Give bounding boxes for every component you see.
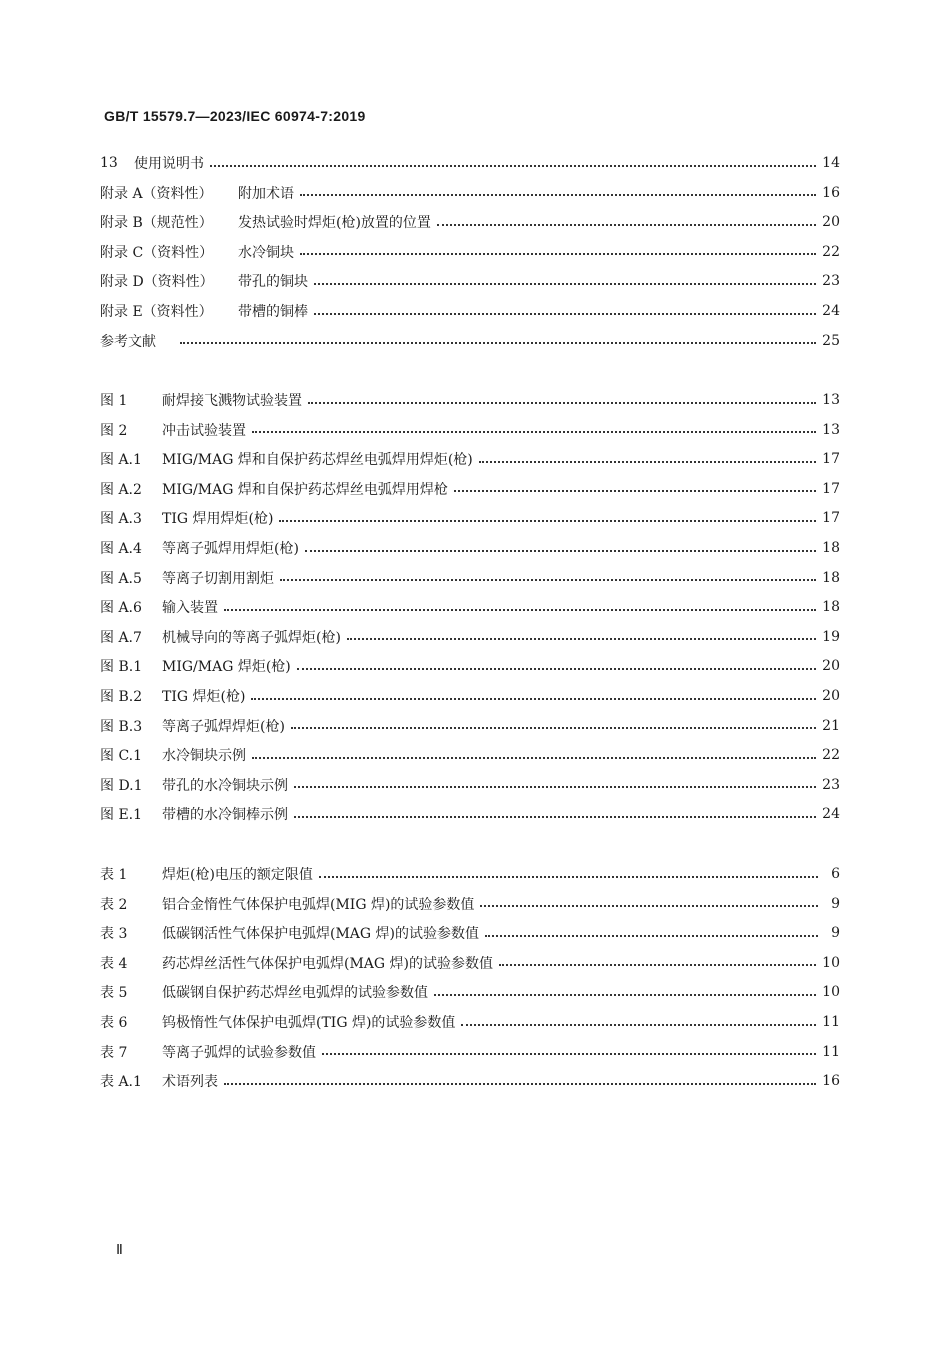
entry-title: MIG/MAG 焊和自保护药芯焊丝电弧焊用焊枪 [162, 481, 448, 498]
entry-page: 20 [822, 658, 840, 675]
dot-leader [252, 756, 816, 759]
figures-entry[interactable] [100, 389, 840, 411]
dot-leader [224, 1082, 816, 1085]
entry-page: 16 [822, 1073, 840, 1090]
entry-title: 钨极惰性气体保护电弧焊(TIG 焊)的试验参数值 [162, 1015, 456, 1031]
entry-label: 表 6 [100, 1015, 128, 1031]
dot-leader [305, 549, 816, 552]
entry-title: 低碳钢活性气体保护电弧焊(MAG 焊)的试验参数值 [162, 926, 480, 943]
tables-entry[interactable] [100, 1070, 840, 1092]
dot-leader [319, 875, 818, 878]
entry-label: 13 [100, 155, 118, 171]
figures-entry[interactable] [100, 507, 840, 529]
entry-title: 等离子弧焊的试验参数值 [162, 1044, 316, 1061]
entry-label: 图 B.3 [100, 718, 143, 735]
entry-label: 表 2 [100, 896, 128, 913]
dot-leader [314, 312, 816, 315]
entry-page: 13 [822, 421, 840, 438]
dot-leader [437, 223, 816, 226]
entry-page: 14 [822, 155, 840, 171]
dot-leader [454, 489, 816, 492]
entry-title: MIG/MAG 焊和自保护药芯焊丝电弧焊用焊炬(枪) [162, 452, 473, 469]
entry-page: 24 [822, 303, 840, 319]
entry-page: 20 [822, 214, 840, 231]
entry-page: 22 [822, 243, 840, 260]
tables-entry[interactable] [100, 922, 840, 944]
figures-entry[interactable] [100, 567, 840, 589]
group1-entry[interactable] [100, 330, 840, 352]
dot-leader [479, 460, 816, 463]
entry-label: 表 7 [100, 1044, 128, 1061]
tables-entry[interactable] [100, 952, 840, 974]
entry-page: 6 [831, 866, 840, 882]
entry-page: 21 [822, 717, 840, 734]
entry-title: MIG/MAG 焊炬(枪) [162, 659, 291, 676]
entry-title: 机械导向的等离子弧焊炬(枪) [162, 629, 341, 646]
entry-title: TIG 焊炬(枪) [162, 689, 246, 705]
dot-leader [322, 1052, 816, 1055]
entry-title: 带槽的水冷铜棒示例 [162, 807, 288, 824]
tables-entry[interactable] [100, 1011, 840, 1033]
entry-title: 输入装置 [162, 600, 218, 617]
entry-label: 附录 E（资料性） [100, 304, 213, 320]
tables-entry[interactable] [100, 1041, 840, 1063]
entry-label: 图 D.1 [100, 777, 143, 794]
entry-label: 附录 D（资料性） [100, 274, 214, 291]
entry-page: 23 [822, 273, 840, 290]
figures-entry[interactable] [100, 448, 840, 470]
dot-leader [499, 963, 816, 966]
dot-leader [294, 785, 816, 788]
entry-label: 图 A.4 [100, 541, 142, 557]
entry-page: 18 [822, 599, 840, 616]
entry-page: 18 [822, 540, 840, 556]
entry-title: 发热试验时焊炬(枪)放置的位置 [238, 215, 431, 232]
dot-leader [180, 341, 816, 344]
entry-label: 图 2 [100, 422, 128, 439]
entry-page: 18 [822, 569, 840, 586]
entry-page: 23 [822, 776, 840, 793]
entry-label: 图 A.5 [100, 570, 142, 587]
entry-page: 10 [822, 984, 840, 1001]
entry-title: 等离子弧焊焊炬(枪) [162, 718, 285, 735]
dot-leader [461, 1023, 816, 1026]
group1-entry[interactable] [100, 270, 840, 292]
dot-leader [480, 904, 818, 907]
dot-leader [279, 519, 816, 522]
entry-page: 24 [822, 806, 840, 823]
entry-label: 图 1 [100, 393, 128, 409]
figures-entry[interactable] [100, 478, 840, 500]
entry-title: 药芯焊丝活性气体保护电弧焊(MAG 焊)的试验参数值 [162, 955, 494, 972]
tables-entry[interactable] [100, 863, 840, 885]
figures-entry[interactable] [100, 744, 840, 766]
entry-title: 焊炬(枪)电压的额定限值 [162, 867, 313, 883]
dot-leader [485, 934, 818, 937]
dot-leader [291, 726, 816, 729]
entry-title: 附加术语 [238, 185, 294, 202]
entry-title: TIG 焊用焊炬(枪) [162, 511, 274, 528]
dot-leader [280, 578, 816, 581]
figures-entry[interactable] [100, 803, 840, 825]
entry-page: 22 [822, 747, 840, 764]
entry-title: 术语列表 [162, 1074, 218, 1091]
entry-label: 图 A.7 [100, 629, 142, 646]
entry-page: 17 [822, 510, 840, 527]
entry-title: 等离子弧焊用焊炬(枪) [162, 541, 299, 557]
figures-entry[interactable] [100, 537, 840, 559]
entry-label: 表 3 [100, 926, 128, 943]
dot-leader [308, 401, 816, 404]
entry-page: 16 [822, 184, 840, 201]
entry-label: 图 B.2 [100, 689, 143, 705]
group1-entry[interactable] [100, 241, 840, 263]
tables-entry[interactable] [100, 893, 840, 915]
dot-leader [347, 637, 816, 640]
entry-page: 11 [822, 1043, 840, 1060]
entry-label: 表 1 [100, 867, 128, 883]
group1-entry[interactable] [100, 152, 840, 174]
entry-title: 水冷铜块示例 [162, 748, 246, 765]
entry-title: 等离子切割用割炬 [162, 570, 274, 587]
entry-label: 附录 A（资料性） [100, 185, 213, 202]
dot-leader [314, 282, 816, 285]
figures-entry[interactable] [100, 596, 840, 618]
dot-leader [294, 815, 816, 818]
dot-leader [210, 164, 816, 167]
entry-title: 耐焊接飞溅物试验装置 [162, 393, 302, 409]
entry-label: 图 B.1 [100, 659, 143, 676]
group1-entry[interactable] [100, 182, 840, 204]
entry-label: 表 4 [100, 955, 128, 972]
dot-leader [300, 193, 816, 196]
entry-label: 参考文献 [100, 333, 156, 350]
dot-leader [297, 667, 816, 670]
entry-page: 20 [822, 688, 840, 704]
entry-page: 13 [822, 392, 840, 408]
entry-title: 冲击试验装置 [162, 422, 246, 439]
document-header: GB/T 15579.7—2023/IEC 60974-7:2019 [104, 108, 366, 124]
entry-page: 11 [822, 1014, 840, 1030]
entry-title: 带槽的铜棒 [238, 304, 308, 320]
dot-leader [251, 697, 816, 700]
entry-title: 带孔的铜块 [238, 274, 308, 291]
entry-title: 低碳钢自保护药芯焊丝电弧焊的试验参数值 [162, 985, 428, 1002]
figures-entry[interactable] [100, 626, 840, 648]
entry-label: 图 E.1 [100, 807, 143, 824]
page-number-footer: Ⅱ [116, 1243, 123, 1258]
figures-entry[interactable] [100, 774, 840, 796]
entry-label: 附录 B（规范性） [100, 215, 213, 232]
figures-entry[interactable] [100, 685, 840, 707]
entry-label: 图 A.3 [100, 511, 142, 528]
dot-leader [252, 430, 816, 433]
entry-title: 使用说明书 [134, 156, 204, 172]
dot-leader [300, 252, 816, 255]
entry-page: 17 [822, 451, 840, 468]
entry-label: 图 A.1 [100, 452, 142, 469]
entry-page: 10 [822, 954, 840, 971]
entry-title: 铝合金惰性气体保护电弧焊(MIG 焊)的试验参数值 [162, 896, 475, 913]
figures-entry[interactable] [100, 419, 840, 441]
entry-page: 9 [831, 895, 840, 912]
entry-label: 表 A.1 [100, 1074, 142, 1091]
entry-label: 图 C.1 [100, 748, 143, 765]
dot-leader [224, 608, 816, 611]
entry-page: 17 [822, 480, 840, 497]
entry-page: 25 [822, 332, 840, 349]
entry-page: 19 [822, 628, 840, 645]
tables-entry[interactable] [100, 981, 840, 1003]
entry-label: 图 A.6 [100, 600, 142, 617]
entry-label: 附录 C（资料性） [100, 244, 214, 261]
figures-entry[interactable] [100, 655, 840, 677]
entry-label: 图 A.2 [100, 481, 142, 498]
entry-label: 表 5 [100, 985, 128, 1002]
group1-entry[interactable] [100, 300, 840, 322]
entry-title: 水冷铜块 [238, 244, 294, 261]
figures-entry[interactable] [100, 715, 840, 737]
group1-entry[interactable] [100, 211, 840, 233]
entry-title: 带孔的水冷铜块示例 [162, 777, 288, 794]
entry-page: 9 [831, 925, 840, 942]
dot-leader [434, 993, 816, 996]
